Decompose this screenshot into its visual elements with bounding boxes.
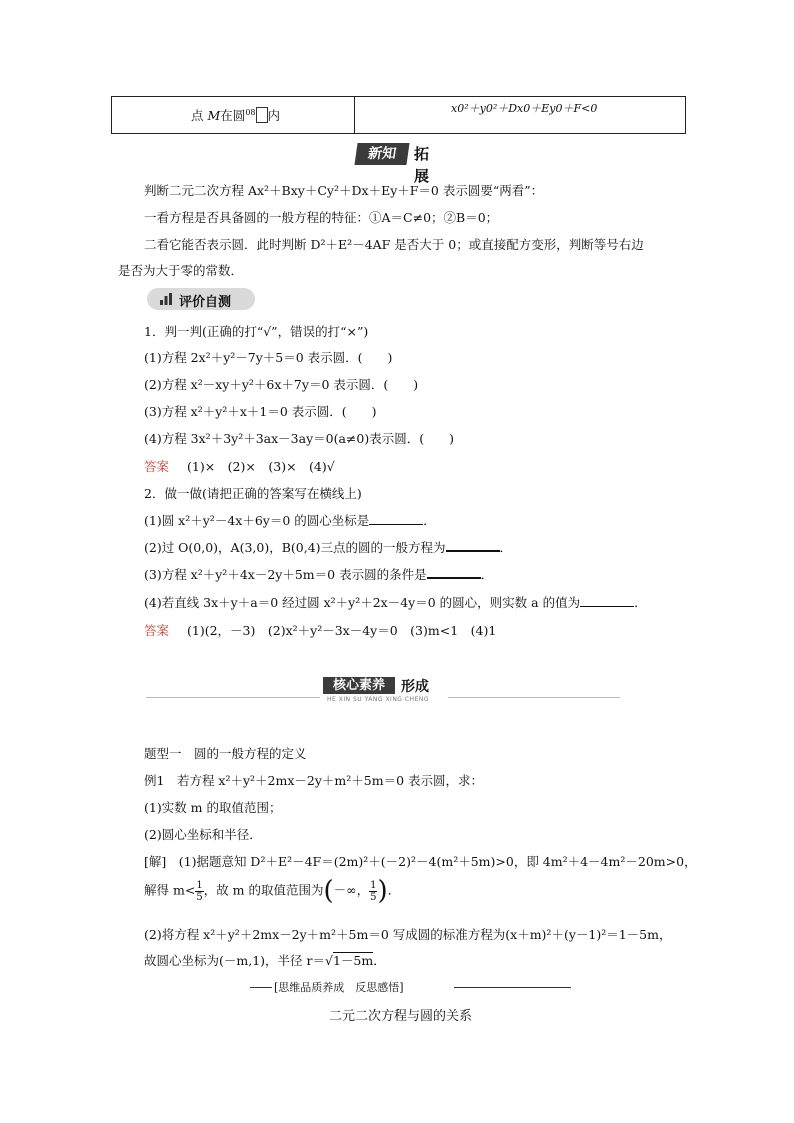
q2-item-2: (2)过 O(0,0)，A(3,0)，B(0,4)三点的圆的一般方程为 ． bbox=[144, 540, 513, 555]
chart-icon bbox=[159, 292, 173, 306]
core-banner-light: 形成 bbox=[401, 679, 429, 695]
sqrt-sign: √ bbox=[324, 953, 333, 968]
answer-label: 答案 bbox=[144, 459, 170, 474]
q1-item-4: (4)方程 3x²＋3y²＋3ax－3ay＝0(a≠0)表示圆．( ) bbox=[144, 431, 454, 446]
answer-blank bbox=[446, 539, 500, 552]
core-banner-pinyin: HE XIN SU YANG XING CHENG bbox=[327, 696, 429, 703]
intro-paragraph-2: 一看方程是否具备圆的一般方程的特征：①A＝C≠0；②B＝0； bbox=[144, 210, 499, 225]
example-q1: (1)实数 m 的取值范围； bbox=[144, 800, 282, 815]
solution-line-4: 故圆心坐标为(－m,1)，半径 r＝√1－5m． bbox=[144, 953, 386, 968]
example-q2: (2)圆心坐标和半径． bbox=[144, 827, 262, 842]
thinking-label: [思维品质养成 反思感悟] bbox=[274, 981, 404, 994]
table-divider bbox=[354, 97, 355, 133]
q1-answer: 答案 (1)× (2)× (3)× (4)√ bbox=[144, 459, 335, 474]
point-var: M bbox=[207, 108, 221, 123]
intro-paragraph-3a: 二看它能否表示圆．此时判断 D²＋E²－4AF 是否大于 0；或直接配方变形，判断等号右边 bbox=[144, 237, 644, 252]
q1-item-2: (2)方程 x²－xy＋y²＋6x＋7y＝0 表示圆．( ) bbox=[144, 377, 419, 392]
fraction: $\frac{1}{5}$ bbox=[196, 879, 203, 903]
solution-line-1: [解] (1)据题意知 D²＋E²－4F＝(2m)²＋(－2)²－4(m²＋5m)>0，即 4m²＋4－4m²－20m>0， bbox=[144, 854, 697, 869]
q2-item-3: (3)方程 x²＋y²＋4x－2y＋5m＝0 表示圆的条件是 ． bbox=[144, 567, 494, 582]
divider-left bbox=[146, 697, 320, 698]
q2-item-4: (4)若直线 3x＋y＋a＝0 经过圆 x²＋y²＋2x－4y＝0 的圆心，则实数 a 的值为 ． bbox=[144, 595, 647, 610]
solution-line-3: (2)将方程 x²＋y²＋2mx－2y＋m²＋5m＝0 写成圆的标准方程为(x＋m)²＋(y－1)²＝1－5m， bbox=[144, 927, 672, 942]
core-banner-dark: 核心素养 bbox=[323, 677, 395, 694]
sqrt-radicand: 1－5m bbox=[332, 953, 374, 968]
answer-blank bbox=[580, 595, 634, 607]
condition-table bbox=[111, 96, 686, 134]
banner-dark-label: 新知 bbox=[354, 143, 409, 165]
q1-item-3: (3)方程 x²＋y²＋x＋1＝0 表示圆．( ) bbox=[144, 404, 377, 419]
q2-title: 2．做一做(请把正确的答案写在横线上) bbox=[144, 486, 362, 501]
solution-line-2: 解得 m< $\frac{1}{5}$ ，故 m 的取值范围为(－∞， $\frac{1}{5}$ )． bbox=[144, 876, 401, 906]
q1-title: 1．判一判(正确的打“√”，错误的打“×”) bbox=[144, 324, 369, 339]
type-title: 题型一 圆的一般方程的定义 bbox=[144, 746, 307, 761]
ref-number: 08 bbox=[245, 107, 256, 117]
intro-paragraph-3b: 是否为大于零的常数． bbox=[118, 263, 244, 278]
banner-light-label: 拓展 bbox=[414, 145, 430, 185]
table-right-cell: x0²＋y0²＋Dx0＋Ey0＋F<0 bbox=[451, 102, 598, 115]
ref-box bbox=[256, 107, 268, 123]
self-evaluation-label bbox=[147, 288, 255, 310]
thinking-line-left bbox=[250, 987, 272, 988]
answer-label: 答案 bbox=[144, 623, 170, 638]
q1-item-1: (1)方程 2x²＋y²－7y＋5＝0 表示圆．( ) bbox=[144, 350, 393, 365]
q2-item-1: (1)圆 x²＋y²－4x＋6y＝0 的圆心坐标是 ． bbox=[144, 513, 436, 528]
answer-blank bbox=[427, 566, 481, 579]
divider-right bbox=[448, 697, 620, 698]
fraction: $\frac{1}{5}$ bbox=[370, 879, 377, 903]
thinking-subtitle: 二元二次方程与圆的关系 bbox=[329, 1009, 473, 1024]
intro-paragraph-1: 判断二元二次方程 Ax²＋Bxy＋Cy²＋Dx＋Ey＋F＝0 表示圆要“两看”： bbox=[144, 183, 544, 198]
answer-blank bbox=[369, 513, 423, 525]
table-left-cell: 点 M在圆$^{08}$ 内 bbox=[191, 107, 281, 123]
self-evaluation-text: 评价自测 bbox=[179, 295, 232, 310]
thinking-line-right bbox=[454, 987, 571, 988]
q2-answer: 答案 (1)(2，－3) (2)x²＋y²－3x－4y＝0 (3)m<1 (4)1 bbox=[144, 623, 497, 638]
example-line: 例1 若方程 x²＋y²＋2mx－2y＋m²＋5m＝0 表示圆，求： bbox=[144, 773, 484, 788]
